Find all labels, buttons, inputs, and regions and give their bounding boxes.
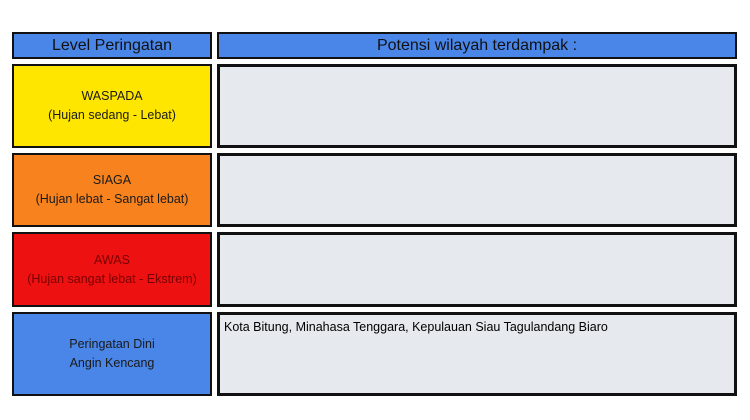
header-level-label: Level Peringatan (51, 36, 173, 54)
area-cell-waspada (217, 64, 737, 148)
level-title: Peringatan Dini (69, 337, 155, 351)
area-cell-awas (217, 232, 737, 307)
level-title: SIAGA (92, 173, 132, 187)
level-subtitle: (Hujan sedang - Lebat) (48, 108, 176, 122)
header-level-cell (12, 32, 212, 59)
level-subtitle: (Hujan sangat lebat - Ekstrem) (27, 271, 197, 286)
level-cell-angin-kencang (12, 312, 212, 396)
level-title: AWAS (94, 252, 130, 267)
level-subtitle: Angin Kencang (69, 356, 155, 370)
level-cell-siaga (12, 153, 212, 227)
area-cell-siaga (217, 153, 737, 227)
header-area-cell (217, 32, 737, 59)
level-cell-awas (12, 232, 212, 307)
header-area-label: Potensi wilayah terdampak : (376, 36, 578, 54)
level-title: WASPADA (81, 89, 143, 103)
area-text: Kota Bitung, Minahasa Tenggara, Kepulauan Siau Tagulandang Biaro (224, 320, 608, 334)
level-cell-waspada (12, 64, 212, 148)
level-subtitle: (Hujan lebat - Sangat lebat) (35, 192, 189, 206)
area-cell-angin-kencang (217, 312, 737, 396)
